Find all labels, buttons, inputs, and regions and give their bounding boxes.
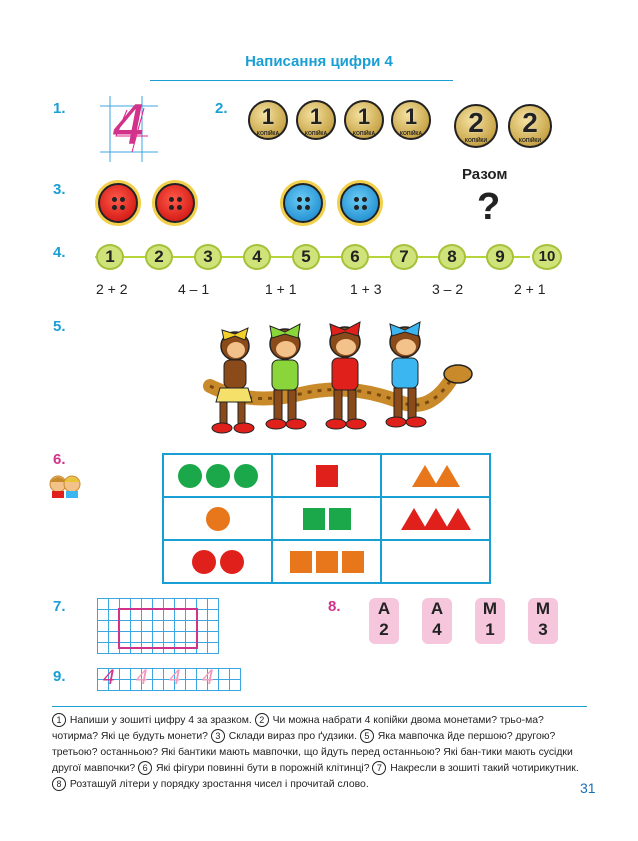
expression: 4 – 1 bbox=[178, 281, 210, 297]
instruction-marker: 5 bbox=[360, 729, 374, 743]
letter-card: А 2 bbox=[369, 598, 399, 644]
expression: 1 + 3 bbox=[350, 281, 382, 297]
question-mark: ? bbox=[477, 186, 501, 228]
task9-grid bbox=[97, 668, 241, 691]
orange-square bbox=[290, 551, 312, 573]
red-circle bbox=[192, 550, 216, 574]
coin-1: 1 КОПІЙКА bbox=[296, 100, 336, 140]
number-line-number: 5 bbox=[292, 244, 320, 270]
instruction-text: Розташуй літери у порядку зростання чисел і прочитай слово. bbox=[69, 779, 369, 790]
number-line-number: 8 bbox=[438, 244, 466, 270]
red-square bbox=[316, 465, 338, 487]
monkey-green-bow bbox=[266, 324, 306, 429]
task7-grid bbox=[97, 598, 219, 654]
expression: 2 + 1 bbox=[514, 281, 546, 297]
task-number-9: 9. bbox=[53, 668, 66, 685]
coin-1: 1 КОПІЙКА bbox=[248, 100, 288, 140]
figures-table bbox=[162, 453, 491, 584]
page-number: 31 bbox=[580, 780, 596, 796]
expression: 3 – 2 bbox=[432, 281, 464, 297]
instruction-marker: 8 bbox=[52, 777, 66, 791]
pink-rectangle bbox=[118, 608, 198, 649]
number-line-number: 4 bbox=[243, 244, 271, 270]
table-cell bbox=[272, 454, 381, 497]
blue-sewing-button bbox=[340, 183, 380, 223]
model-digit: 4 bbox=[112, 94, 147, 157]
green-circle bbox=[178, 464, 202, 488]
letter-card: М 1 bbox=[475, 598, 505, 644]
table-cell bbox=[163, 454, 272, 497]
monkey-yellow-bow bbox=[212, 328, 254, 433]
task-number-6: 6. bbox=[53, 451, 66, 468]
orange-triangle bbox=[434, 465, 460, 487]
monkeys-illustration bbox=[190, 316, 475, 441]
coin-1: 1 КОПІЙКА bbox=[344, 100, 384, 140]
monkey-red-bow bbox=[326, 322, 366, 429]
instruction-marker: 6 bbox=[138, 761, 152, 775]
instruction-marker: 3 bbox=[211, 729, 225, 743]
task-number-4: 4. bbox=[53, 244, 66, 261]
green-circle bbox=[206, 464, 230, 488]
number-line-number: 3 bbox=[194, 244, 222, 270]
task-number-2: 2. bbox=[215, 100, 228, 117]
total-label: Разом bbox=[462, 166, 508, 183]
table-cell bbox=[272, 540, 381, 583]
written-digit: 4 bbox=[103, 666, 115, 689]
table-cell bbox=[381, 454, 490, 497]
orange-circle bbox=[206, 507, 230, 531]
red-sewing-button bbox=[155, 183, 195, 223]
footer-divider bbox=[52, 706, 587, 707]
green-square bbox=[329, 508, 351, 530]
orange-square bbox=[316, 551, 338, 573]
instruction-marker: 1 bbox=[52, 713, 66, 727]
task-number-8: 8. bbox=[328, 598, 341, 615]
pair-work-icon bbox=[48, 474, 82, 498]
dotted-digit: 4 bbox=[202, 666, 214, 689]
expression: 2 + 2 bbox=[96, 281, 128, 297]
number-line-number: 7 bbox=[390, 244, 418, 270]
expression: 1 + 1 bbox=[265, 281, 297, 297]
snake-head bbox=[444, 365, 472, 383]
instructions bbox=[52, 713, 587, 793]
dotted-digit: 4 bbox=[169, 666, 181, 689]
instruction-text: Чи можна набрати 4 копійки двома монетами? трьо-ма? чотирма? Які це будуть монети? bbox=[52, 715, 544, 742]
red-sewing-button bbox=[98, 183, 138, 223]
instruction-text: Склади вираз про ґудзики. bbox=[228, 731, 357, 742]
green-circle bbox=[234, 464, 258, 488]
instruction-text: Які фігури повинні бути в порожній клітинці? bbox=[155, 763, 370, 774]
number-line-number: 2 bbox=[145, 244, 173, 270]
instruction-text: Напиши у зошиті цифру 4 за зразком. bbox=[69, 715, 252, 726]
letter-card: М 3 bbox=[528, 598, 558, 644]
letter-card: А 4 bbox=[422, 598, 452, 644]
table-cell bbox=[163, 497, 272, 540]
table-cell bbox=[272, 497, 381, 540]
coin-2: 2 КОПІЙКИ bbox=[454, 104, 498, 148]
title-underline bbox=[150, 80, 453, 81]
coin-2: 2 КОПІЙКИ bbox=[508, 104, 552, 148]
empty-cell bbox=[381, 540, 490, 583]
task-number-5: 5. bbox=[53, 318, 66, 335]
dotted-digit: 4 bbox=[136, 666, 148, 689]
red-triangle bbox=[445, 508, 471, 530]
instruction-marker: 2 bbox=[255, 713, 269, 727]
table-cell bbox=[163, 540, 272, 583]
blue-sewing-button bbox=[283, 183, 323, 223]
instruction-marker: 7 bbox=[372, 761, 386, 775]
number-line-number: 9 bbox=[486, 244, 514, 270]
number-line-number: 10 bbox=[532, 244, 562, 270]
task-number-1: 1. bbox=[53, 100, 66, 117]
task-number-7: 7. bbox=[53, 598, 66, 615]
instruction-text: Накресли в зошиті такий чотирикутник. bbox=[390, 763, 579, 774]
red-circle bbox=[220, 550, 244, 574]
orange-square bbox=[342, 551, 364, 573]
digit-model bbox=[100, 96, 158, 162]
coin-1: 1 КОПІЙКА bbox=[391, 100, 431, 140]
number-line-number: 6 bbox=[341, 244, 369, 270]
green-square bbox=[303, 508, 325, 530]
instruction-text: Яка мавпочка йде першою? другою? третьою? останньою? Які бантики мають мавпочки, що йдуть перед останньою? Які бан-тики мають сусідки другої мавпочки? bbox=[52, 731, 573, 774]
task-number-3: 3. bbox=[53, 181, 66, 198]
number-line-number: 1 bbox=[96, 244, 124, 270]
page-title: Написання цифри 4 bbox=[245, 53, 393, 70]
table-cell bbox=[381, 497, 490, 540]
